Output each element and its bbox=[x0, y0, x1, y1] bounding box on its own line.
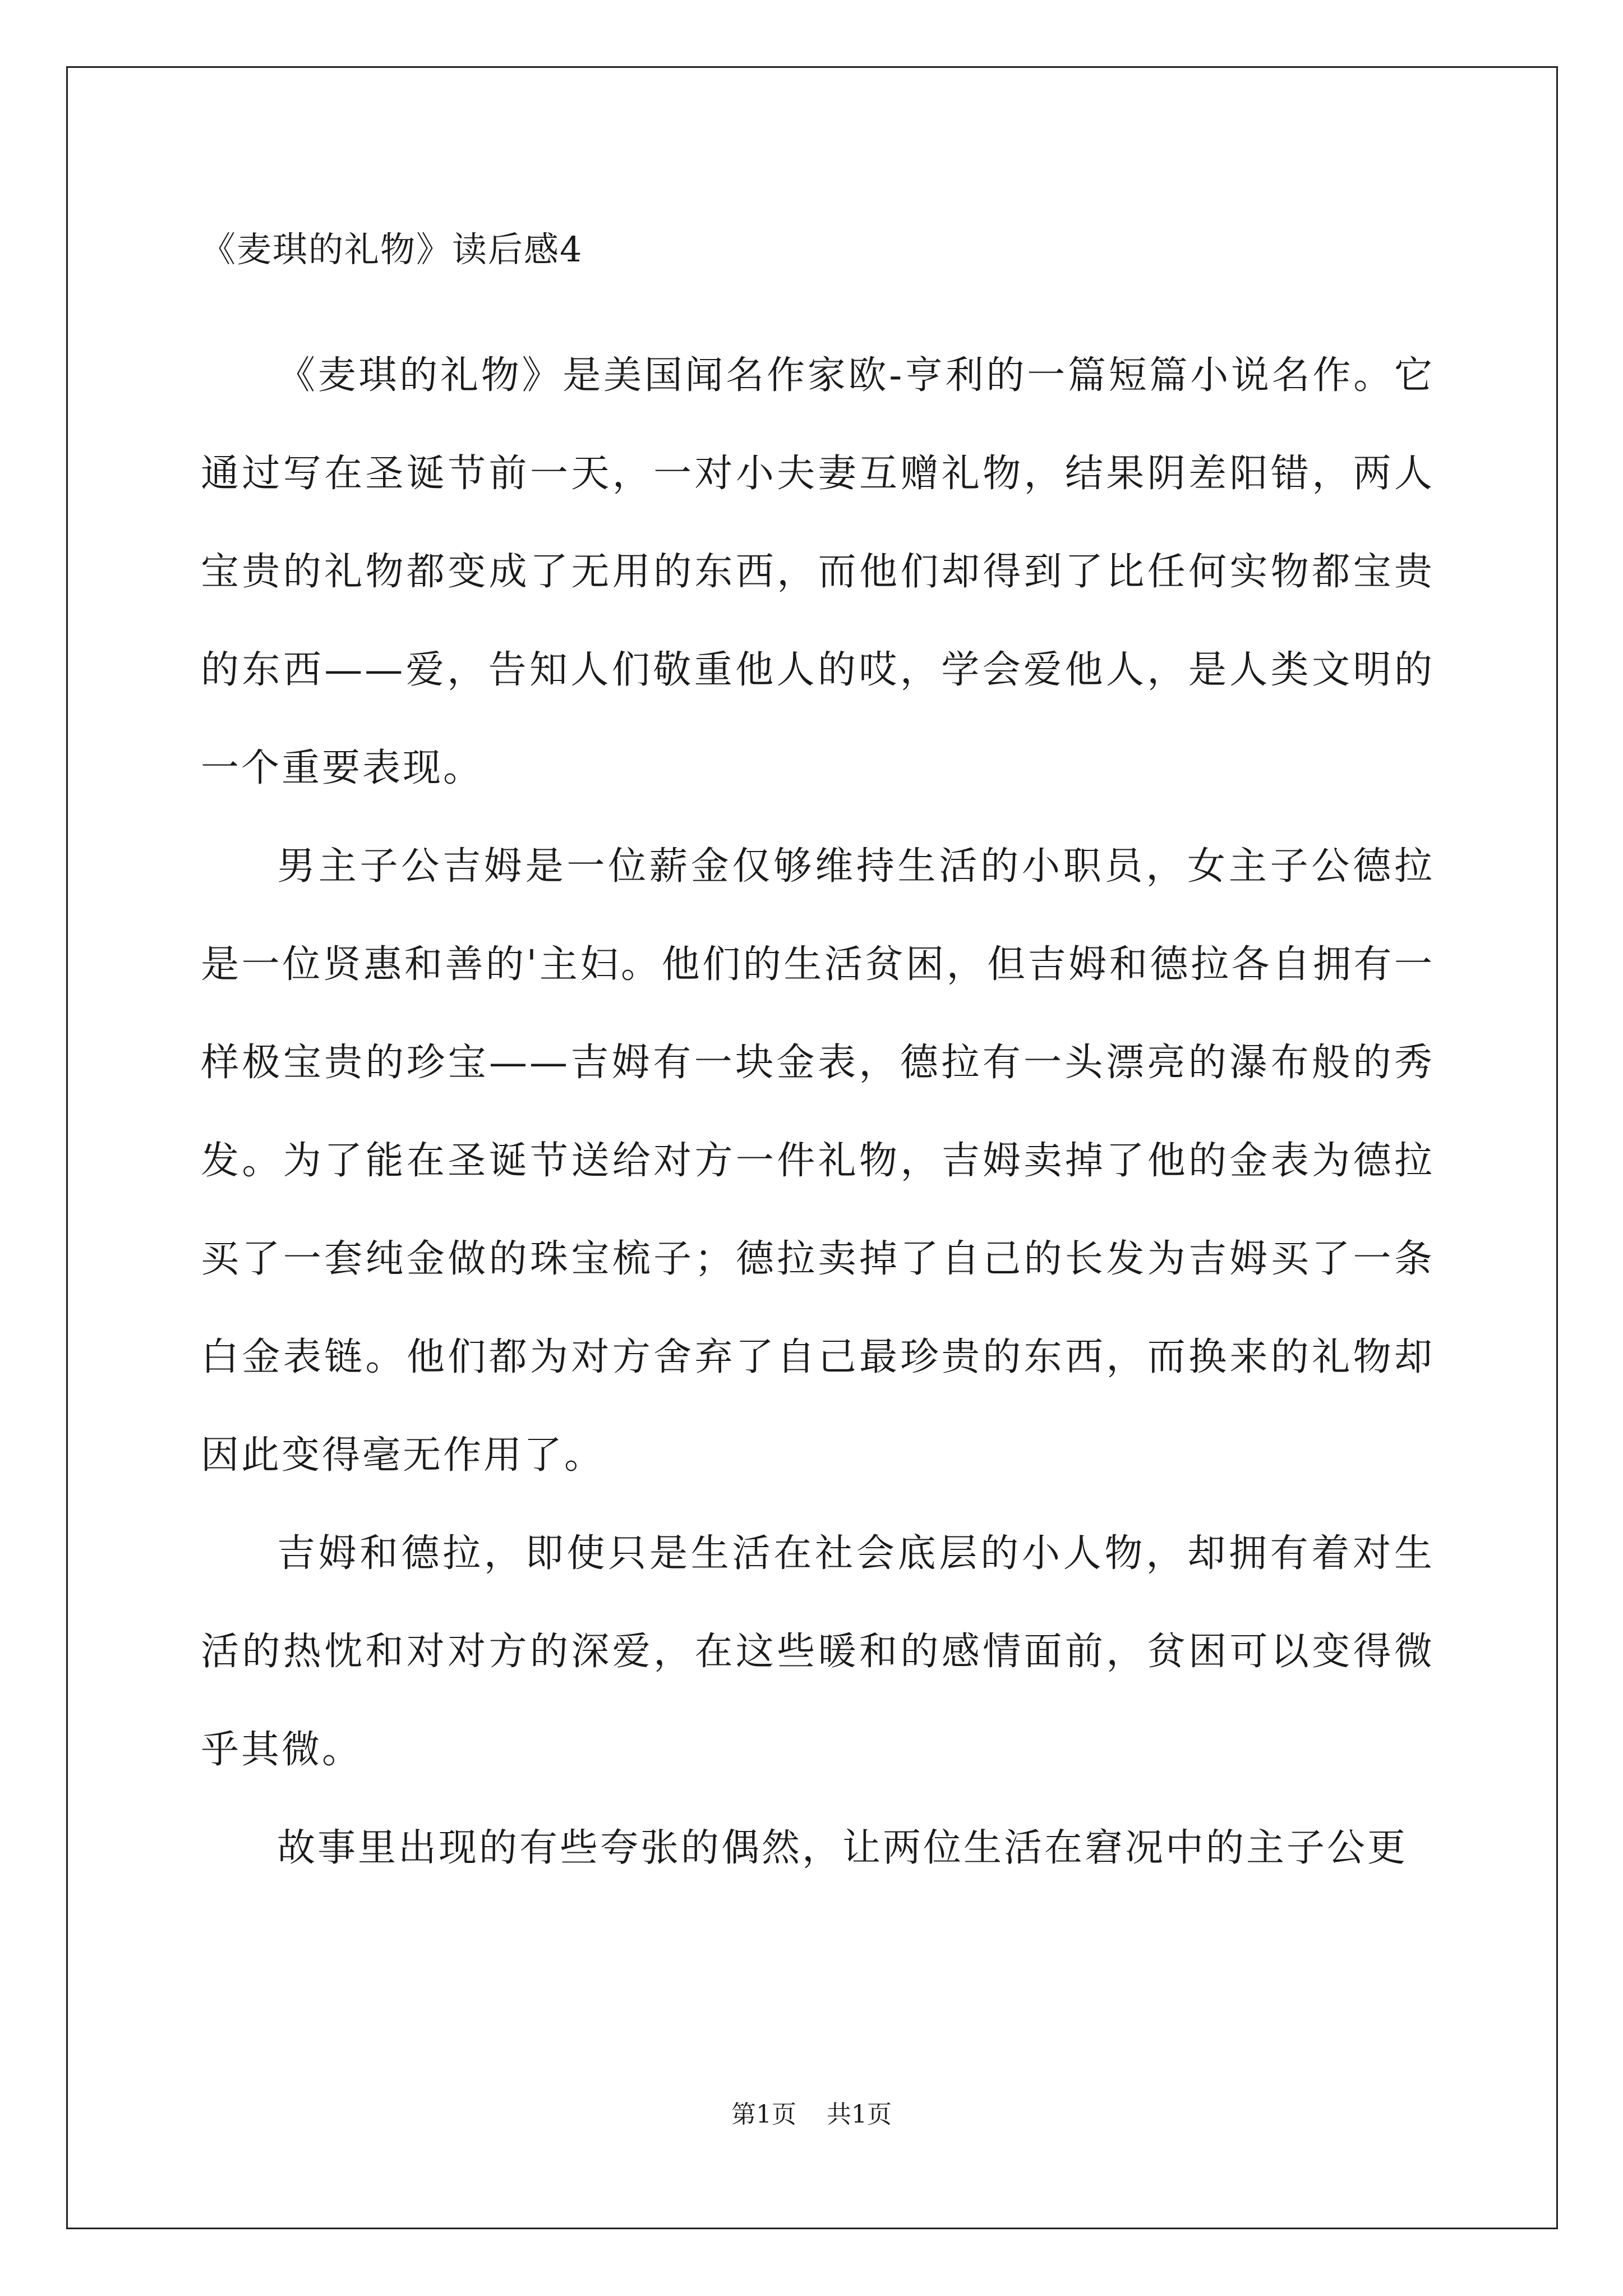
page-number: 第1页 bbox=[731, 2100, 796, 2129]
paragraph: 故事里出现的有些夸张的偶然，让两位生活在窘况中的主子公更 bbox=[277, 1826, 1408, 1870]
paragraph-list bbox=[201, 326, 1435, 1897]
paragraph: 《麦琪的礼物》是美国闻名作家欧-亨利的一篇短篇小说名作。它通过写在圣诞节前一天，一对小夫妻互赠礼物，结果阴差阳错，两人宝贵的礼物都变成了无用的东西，而他们却得到了比任何实物都宝贵的东西——爱，告知人们敬重他人的哎，学会爱他人，是人类文明的一个重要表现。 bbox=[201, 353, 1435, 790]
document-body bbox=[201, 219, 1435, 1897]
paragraph: 男主子公吉姆是一位薪金仅够维持生活的小职员，女主子公德拉是一位贤惠和善的'主妇。他们的生活贫困，但吉姆和德拉各自拥有一样极宝贵的珍宝——吉姆有一块金表，德拉有一头漂亮的瀑布般的秀发。为了能在圣诞节送给对方一件礼物，吉姆卖掉了他的金表为德拉买了一套纯金做的珠宝梳子；德拉卖掉了自己的长发为吉姆买了一条白金表链。他们都为对方舍弃了自己最珍贵的东西，而换来的礼物却因此变得毫无作用了。 bbox=[201, 844, 1435, 1478]
paragraph: 吉姆和德拉，即使只是生活在社会底层的小人物，却拥有着对生活的热忱和对对方的深爱，在这些暖和的感情面前，贫困可以变得微乎其微。 bbox=[201, 1531, 1435, 1772]
page-total: 共1页 bbox=[827, 2100, 892, 2129]
document-title: 《麦琪的礼物》读后感4 bbox=[201, 229, 583, 270]
page-footer bbox=[0, 2098, 1623, 2132]
